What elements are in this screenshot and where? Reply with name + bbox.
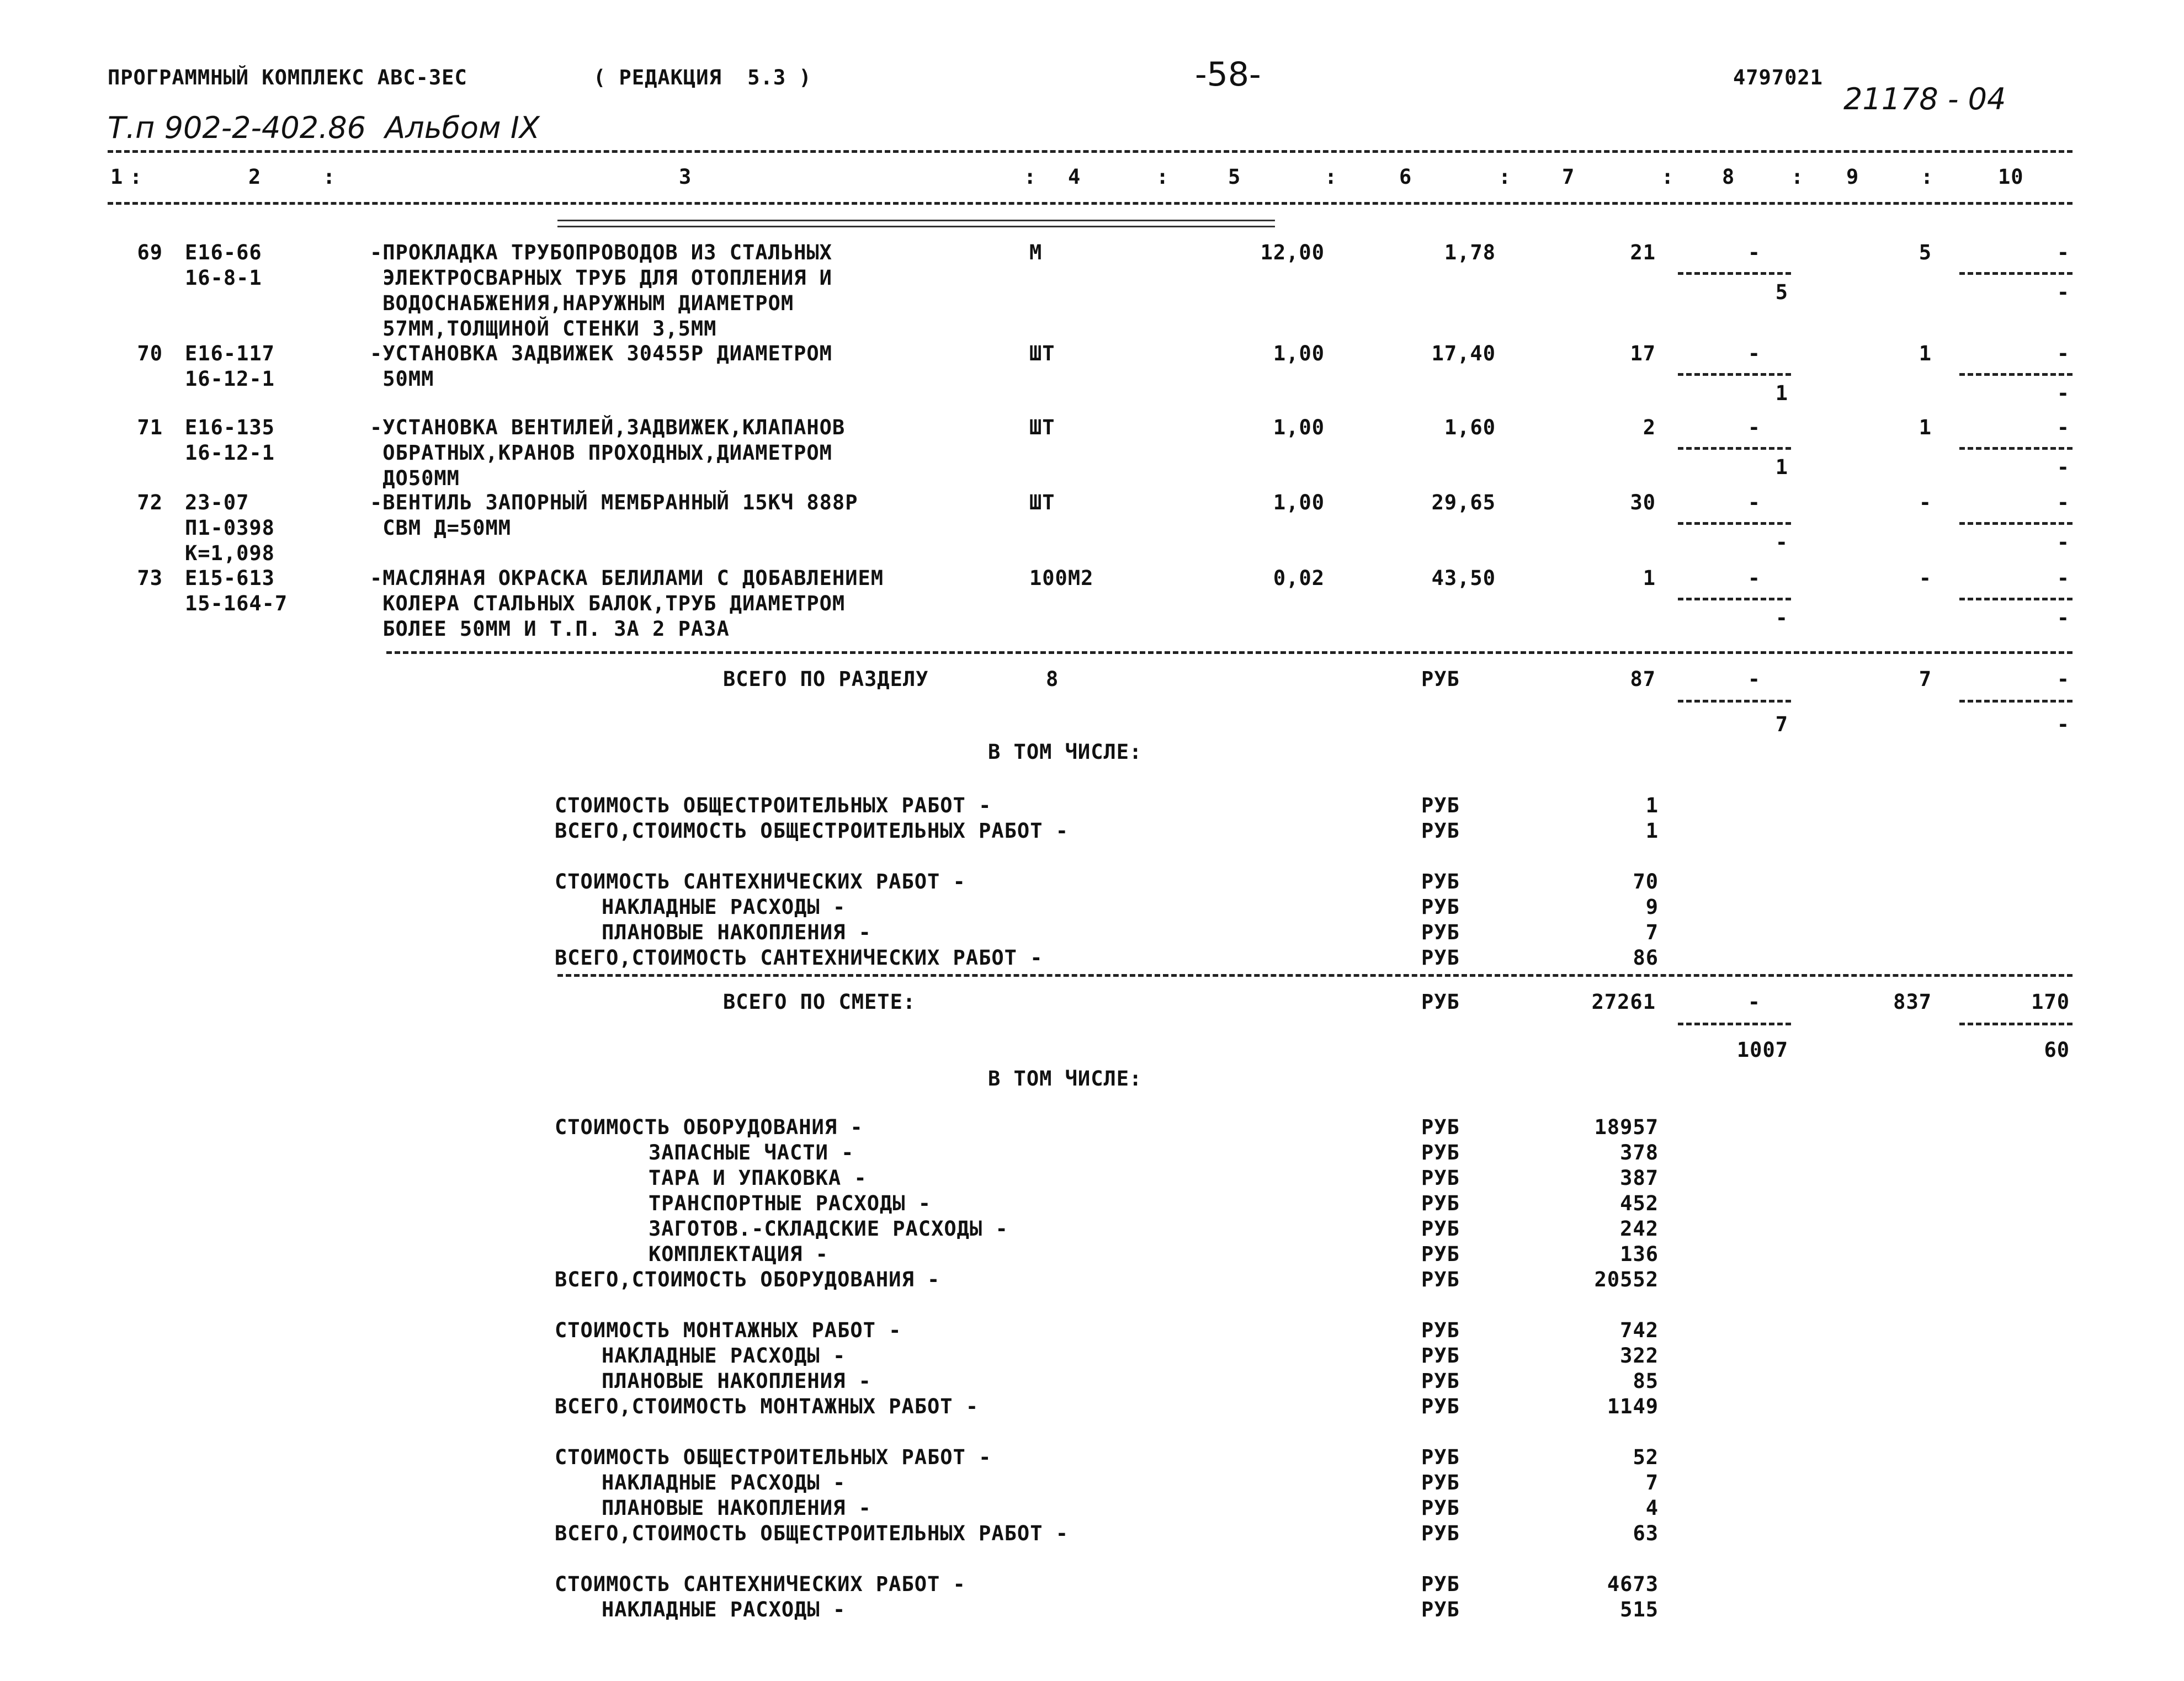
row-col9: 1 [1919,416,1932,439]
row-col8: - [1747,491,1761,514]
row-description-line: ВОДОСНАБЖЕНИЯ,НАРУЖНЫМ ДИАМЕТРОМ [370,291,794,315]
breakdown-currency: РУБ [1421,1318,1460,1342]
section-rule [386,651,2073,654]
section-total-value: 87 [1630,667,1656,691]
breakdown-currency: РУБ [1421,1242,1460,1266]
breakdown-label: ТАРА И УПАКОВКА - [649,1166,867,1190]
breakdown-label: НАКЛАДНЫЕ РАСХОДЫ - [602,1344,846,1368]
row-code-2: 16-12-1 [185,441,275,465]
row-total: 2 [1643,416,1656,439]
row-description-line: -УСТАНОВКА ВЕНТИЛЕЙ,ЗАДВИЖЕК,КЛАПАНОВ [370,416,846,439]
section-total-label: ВСЕГО ПО РАЗДЕЛУ [723,667,929,691]
breakdown-currency: РУБ [1421,895,1460,919]
row-description-line: ЭЛЕКТРОСВАРНЫХ ТРУБ ДЛЯ ОТОПЛЕНИЯ И [370,266,832,290]
row-code: Е16-117 [185,342,275,365]
section-incl-label: В ТОМ ЧИСЛЕ: [988,740,1143,764]
breakdown-label: ЗАПАСНЫЕ ЧАСТИ - [649,1141,854,1164]
row-unit-price: 1,78 [1444,241,1496,264]
album-reference: Т.п 902-2-402.86 Альбом IX [108,110,540,145]
row-quantity: 1,00 [1273,491,1325,514]
row-description-line: СВМ Д=50ММ [370,516,512,540]
breakdown-currency: РУБ [1421,921,1460,944]
breakdown-currency: РУБ [1421,1141,1460,1164]
row-code-2: 15-164-7 [185,592,288,615]
breakdown-label: ВСЕГО,СТОИМОСТЬ МОНТАЖНЫХ РАБОТ - [555,1395,979,1418]
estimate-total-currency: РУБ [1421,990,1460,1014]
breakdown-label: ПЛАНОВЫЕ НАКОПЛЕНИЯ - [602,921,872,944]
estimate-total-col9: 837 [1893,990,1932,1014]
column-separator: : [323,165,336,189]
estimate-total-col10-lower: 60 [2044,1038,2070,1062]
column-header-4: 4 [1068,165,1081,189]
row-quantity: 1,00 [1273,416,1325,439]
row-col10: - [2057,566,2070,590]
breakdown-value: 9 [1645,895,1659,919]
breakdown-label: КОМПЛЕКТАЦИЯ - [649,1242,828,1266]
breakdown-currency: РУБ [1421,870,1460,893]
breakdown-label: ВСЕГО,СТОИМОСТЬ ОБЩЕСТРОИТЕЛЬНЫХ РАБОТ - [555,819,1069,843]
column-header-1: 1 [110,165,124,189]
section-total-count: 8 [1046,667,1059,691]
row-col10: - [2057,416,2070,439]
breakdown-label: НАКЛАДНЫЕ РАСХОДЫ - [602,895,846,919]
row-col8-rule [1678,522,1791,525]
breakdown-value: 7 [1645,1471,1659,1494]
breakdown-currency: РУБ [1421,1344,1460,1368]
column-header-3: 3 [679,165,692,189]
column-header-9: 9 [1846,165,1859,189]
breakdown-label: СТОИМОСТЬ ОБОРУДОВАНИЯ - [555,1115,863,1139]
row-unit: ШТ [1029,342,1055,365]
column-header-5: 5 [1228,165,1241,189]
row-total: 30 [1630,491,1656,514]
row-col8-rule [1678,272,1791,275]
breakdown-value: 18957 [1594,1115,1659,1139]
row-col8: - [1747,566,1761,590]
row-col9: 5 [1919,241,1932,264]
row-code-3: К=1,098 [185,541,275,565]
breakdown-value: 20552 [1594,1268,1659,1291]
row-col10-rule [1959,522,2073,525]
row-quantity: 0,02 [1273,566,1325,590]
breakdown-value: 1 [1645,819,1659,843]
row-col9: - [1919,566,1932,590]
row-description-line: БОЛЕЕ 50ММ И Т.П. ЗА 2 РАЗА [370,617,730,641]
estimate-total-label: ВСЕГО ПО СМЕТЕ: [723,990,916,1014]
breakdown-currency: РУБ [1421,819,1460,843]
row-description-line: -УСТАНОВКА ЗАДВИЖЕК 30455Р ДИАМЕТРОМ [370,342,832,365]
row-col8-rule [1678,373,1791,376]
breakdown-value: 515 [1620,1598,1659,1621]
row-description-line: 50ММ [370,367,434,391]
breakdown-currency: РУБ [1421,1522,1460,1545]
breakdown-value: 387 [1620,1166,1659,1190]
row-description-line: 57ММ,ТОЛЩИНОЙ СТЕНКИ 3,5ММ [370,317,717,341]
breakdown-value: 86 [1633,946,1659,970]
breakdown-label: СТОИМОСТЬ ОБЩЕСТРОИТЕЛЬНЫХ РАБОТ - [555,794,992,817]
row-total: 21 [1630,241,1656,264]
breakdown-label: ПЛАНОВЫЕ НАКОПЛЕНИЯ - [602,1369,872,1393]
row-col10-lower: - [2057,606,2070,630]
row-col8-lower: - [1775,530,1788,554]
estimate-total-col8: - [1747,990,1761,1014]
row-code-2: П1-0398 [185,516,275,540]
section-double-rule [557,220,1275,227]
row-code: Е16-66 [185,241,262,264]
row-col8: - [1747,241,1761,264]
column-separator: : [1921,165,1934,189]
breakdown-value: 63 [1633,1522,1659,1545]
breakdown-value: 85 [1633,1369,1659,1393]
row-number: 71 [137,416,163,439]
row-total: 1 [1643,566,1656,590]
row-col10-rule [1959,272,2073,275]
column-header-2: 2 [248,165,262,189]
section-total-currency: РУБ [1421,667,1460,691]
breakdown-label: ВСЕГО,СТОИМОСТЬ ОБЩЕСТРОИТЕЛЬНЫХ РАБОТ - [555,1522,1069,1545]
row-col8-lower: 1 [1775,455,1788,479]
handwritten-code: 21178 - 04 [1843,82,2006,116]
row-total: 17 [1630,342,1656,365]
breakdown-value: 242 [1620,1217,1659,1241]
breakdown-label: СТОИМОСТЬ САНТЕХНИЧЕСКИХ РАБОТ - [555,870,966,893]
section-total-col9: 7 [1919,667,1932,691]
section-total-col8: - [1747,667,1761,691]
row-col8-lower: 5 [1775,280,1788,304]
row-unit-price: 29,65 [1431,491,1496,514]
breakdown-label: ВСЕГО,СТОИМОСТЬ ОБОРУДОВАНИЯ - [555,1268,940,1291]
row-number: 73 [137,566,163,590]
breakdown-currency: РУБ [1421,1369,1460,1393]
row-description-line: -ПРОКЛАДКА ТРУБОПРОВОДОВ ИЗ СТАЛЬНЫХ [370,241,832,264]
row-code: Е16-135 [185,416,275,439]
row-col10: - [2057,491,2070,514]
row-unit: ШТ [1029,491,1055,514]
estimate-rule [557,974,2073,977]
breakdown-currency: РУБ [1421,1217,1460,1241]
breakdown-value: 136 [1620,1242,1659,1266]
breakdown-value: 452 [1620,1191,1659,1215]
header-rule-top [108,150,2073,153]
breakdown-label: СТОИМОСТЬ САНТЕХНИЧЕСКИХ РАБОТ - [555,1572,966,1596]
breakdown-value: 4 [1645,1496,1659,1520]
breakdown-label: НАКЛАДНЫЕ РАСХОДЫ - [602,1598,846,1621]
breakdown-label: ПЛАНОВЫЕ НАКОПЛЕНИЯ - [602,1496,872,1520]
estimate-total-value: 27261 [1591,990,1656,1014]
column-separator: : [1498,165,1512,189]
row-description-line: -МАСЛЯНАЯ ОКРАСКА БЕЛИЛАМИ С ДОБАВЛЕНИЕМ [370,566,884,590]
breakdown-currency: РУБ [1421,946,1460,970]
row-unit-price: 43,50 [1431,566,1496,590]
row-col9: - [1919,491,1932,514]
breakdown-currency: РУБ [1421,1395,1460,1418]
row-col10: - [2057,342,2070,365]
row-number: 70 [137,342,163,365]
row-code-2: 16-8-1 [185,266,262,290]
column-separator: : [130,165,143,189]
breakdown-label: ЗАГОТОВ.-СКЛАДСКИЕ РАСХОДЫ - [649,1217,1008,1241]
row-description-line: КОЛЕРА СТАЛЬНЫХ БАЛОК,ТРУБ ДИАМЕТРОМ [370,592,846,615]
page-number: -58- [1195,55,1261,94]
section-total-col10-lower: - [2057,712,2070,736]
row-col10-rule [1959,598,2073,600]
breakdown-value: 4673 [1607,1572,1659,1596]
row-col8: - [1747,342,1761,365]
section-total-col10: - [2057,667,2070,691]
row-number: 69 [137,241,163,264]
program-title: ПРОГРАММНЫЙ КОМПЛЕКС АВС-3ЕС [108,66,467,89]
estimate-total-col10-rule [1959,1023,2073,1025]
row-number: 72 [137,491,163,514]
breakdown-currency: РУБ [1421,1445,1460,1469]
row-col10-rule [1959,373,2073,376]
row-col8-rule [1678,447,1791,450]
row-code: Е15-613 [185,566,275,590]
row-description-line: ДО50ММ [370,466,460,490]
row-col8: - [1747,416,1761,439]
breakdown-currency: РУБ [1421,1166,1460,1190]
estimate-total-col8-lower: 1007 [1736,1038,1788,1062]
column-header-8: 8 [1722,165,1735,189]
breakdown-value: 1149 [1607,1395,1659,1418]
breakdown-value: 742 [1620,1318,1659,1342]
document-code: 4797021 [1733,66,1823,89]
row-col8-rule [1678,598,1791,600]
breakdown-value: 52 [1633,1445,1659,1469]
estimate-total-col8-rule [1678,1023,1791,1025]
column-header-6: 6 [1399,165,1412,189]
breakdown-currency: РУБ [1421,1268,1460,1291]
breakdown-label: НАКЛАДНЫЕ РАСХОДЫ - [602,1471,846,1494]
column-separator: : [1156,165,1170,189]
row-description-line: -ВЕНТИЛЬ ЗАПОРНЫЙ МЕМБРАННЫЙ 15КЧ 888Р [370,491,858,514]
section-total-col8-lower: 7 [1775,712,1788,736]
breakdown-value: 70 [1633,870,1659,893]
breakdown-label: СТОИМОСТЬ ОБЩЕСТРОИТЕЛЬНЫХ РАБОТ - [555,1445,992,1469]
section-total-col10-rule [1959,700,2073,703]
row-unit: ШТ [1029,416,1055,439]
row-col10: - [2057,241,2070,264]
row-col10-lower: - [2057,530,2070,554]
column-separator: : [1024,165,1037,189]
breakdown-currency: РУБ [1421,1115,1460,1139]
breakdown-value: 322 [1620,1344,1659,1368]
row-quantity: 12,00 [1260,241,1325,264]
row-code-2: 16-12-1 [185,367,275,391]
column-header-10: 10 [1998,165,2024,189]
row-col8-lower: - [1775,606,1788,630]
column-separator: : [1661,165,1675,189]
row-unit: 100М2 [1029,566,1094,590]
edition-label: ( РЕДАКЦИЯ 5.3 ) [593,66,812,89]
row-unit-price: 17,40 [1431,342,1496,365]
row-code: 23-07 [185,491,249,514]
breakdown-value: 1 [1645,794,1659,817]
row-col10-lower: - [2057,280,2070,304]
row-unit-price: 1,60 [1444,416,1496,439]
row-col10-lower: - [2057,455,2070,479]
row-unit: М [1029,241,1043,264]
column-header-7: 7 [1562,165,1575,189]
section-total-col8-rule [1678,700,1791,703]
row-col10-lower: - [2057,381,2070,405]
breakdown-label: СТОИМОСТЬ МОНТАЖНЫХ РАБОТ - [555,1318,902,1342]
row-quantity: 1,00 [1273,342,1325,365]
breakdown-currency: РУБ [1421,1598,1460,1621]
breakdown-label: ТРАНСПОРТНЫЕ РАСХОДЫ - [649,1191,932,1215]
estimate-total-col10: 170 [2031,990,2070,1014]
breakdown-currency: РУБ [1421,1496,1460,1520]
breakdown-currency: РУБ [1421,794,1460,817]
estimate-incl-label: В ТОМ ЧИСЛЕ: [988,1067,1143,1090]
breakdown-currency: РУБ [1421,1572,1460,1596]
header-rule-bottom [108,202,2073,205]
row-col10-rule [1959,447,2073,450]
row-col8-lower: 1 [1775,381,1788,405]
row-description-line: ОБРАТНЫХ,КРАНОВ ПРОХОДНЫХ,ДИАМЕТРОМ [370,441,832,465]
breakdown-currency: РУБ [1421,1191,1460,1215]
column-separator: : [1791,165,1804,189]
column-separator: : [1325,165,1338,189]
breakdown-currency: РУБ [1421,1471,1460,1494]
breakdown-value: 7 [1645,921,1659,944]
breakdown-value: 378 [1620,1141,1659,1164]
row-col9: 1 [1919,342,1932,365]
breakdown-label: ВСЕГО,СТОИМОСТЬ САНТЕХНИЧЕСКИХ РАБОТ - [555,946,1043,970]
